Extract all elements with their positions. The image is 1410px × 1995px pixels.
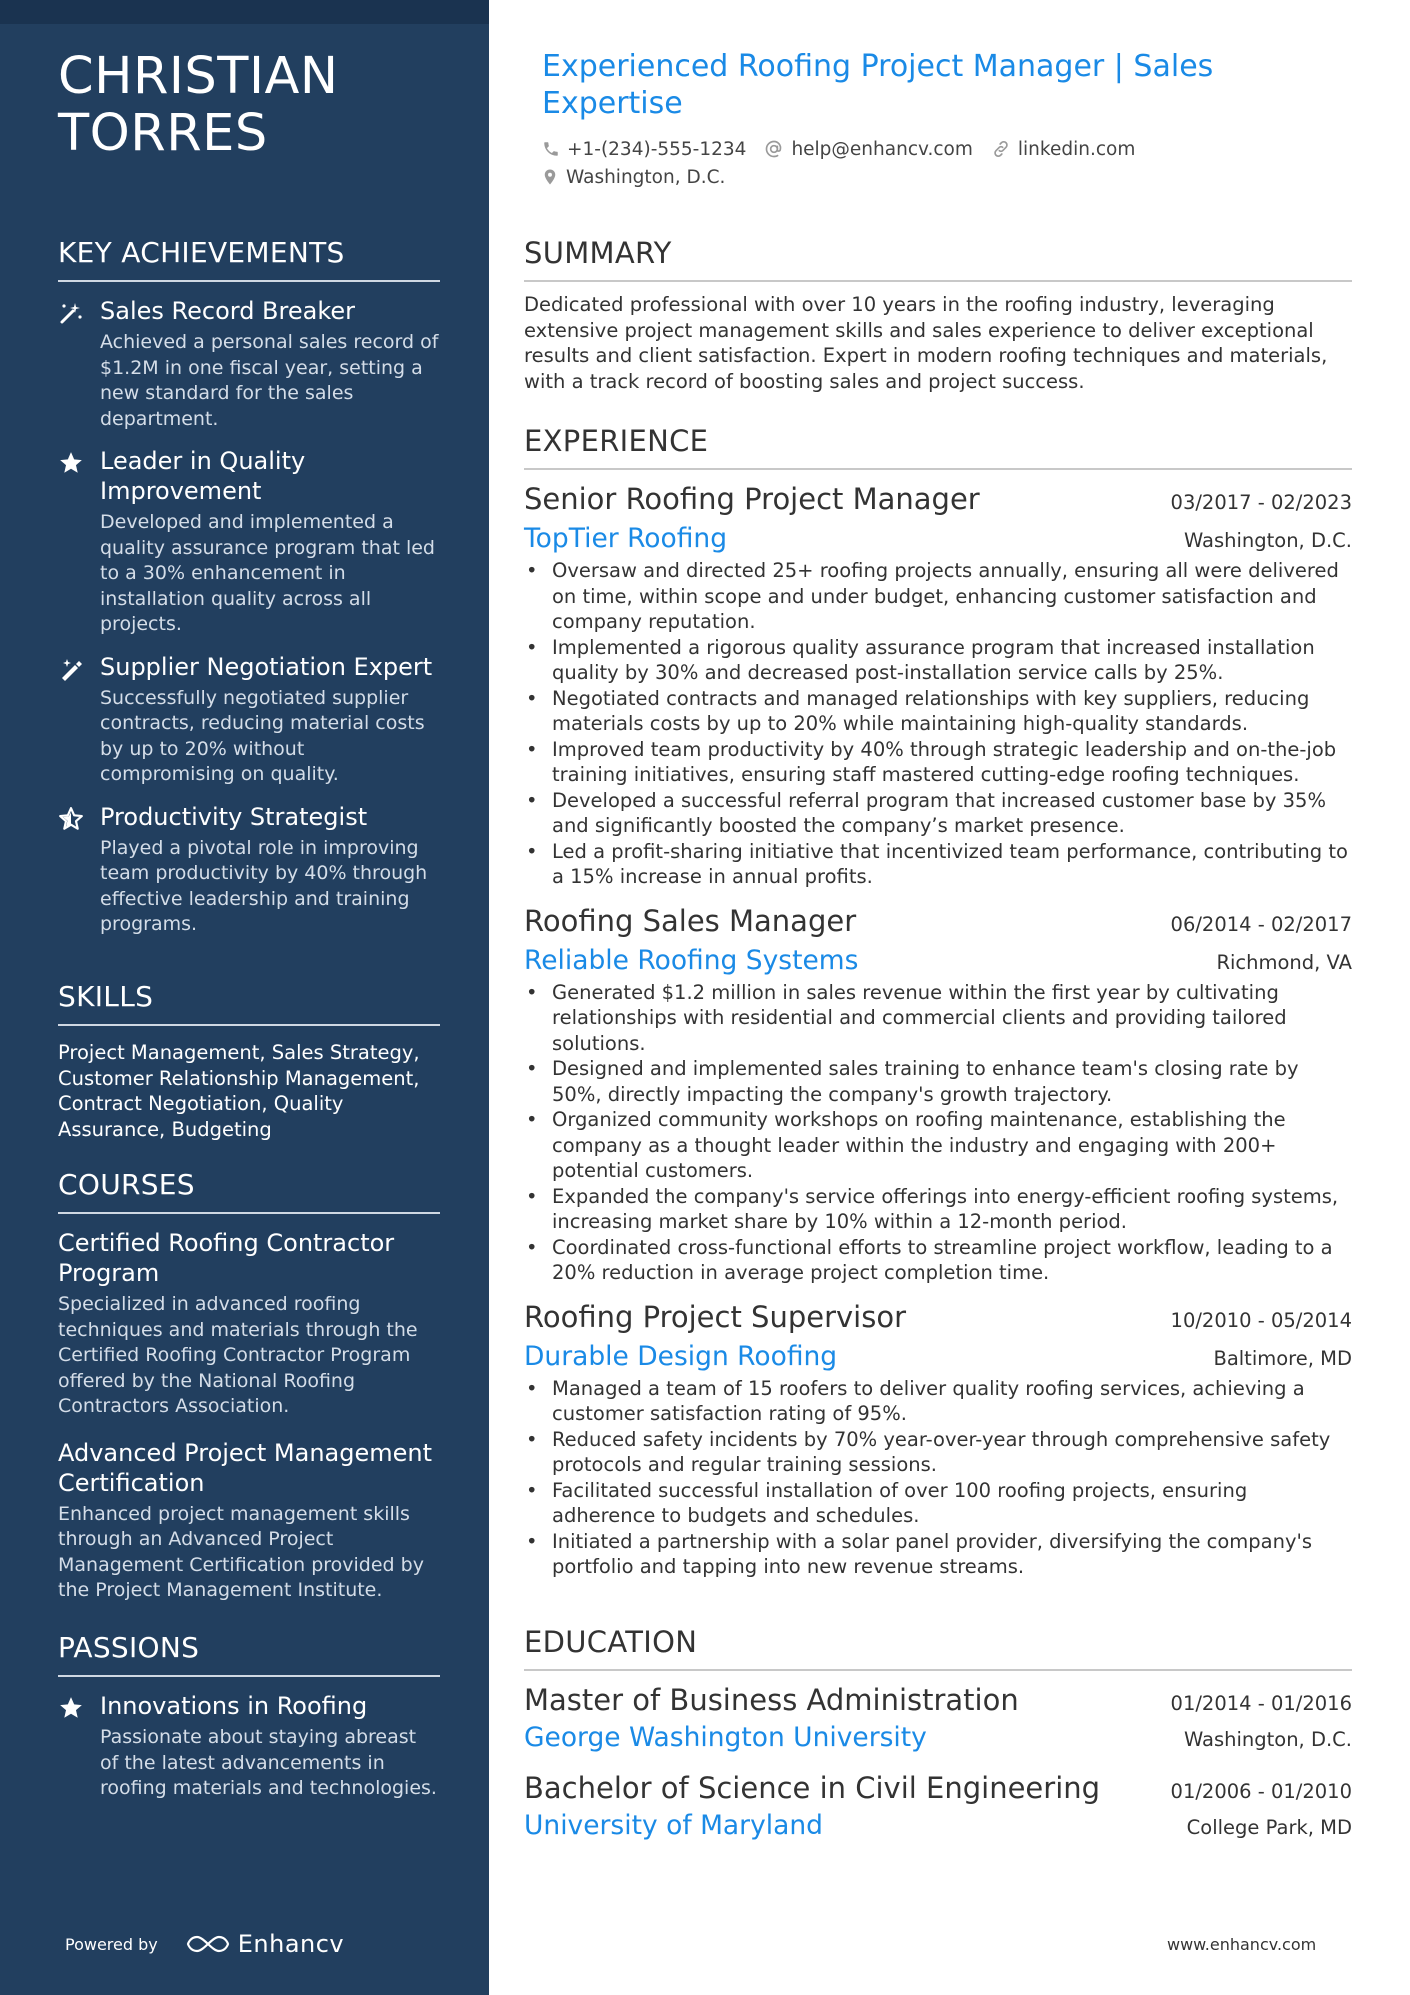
bullet-item: • Managed a team of 15 roofers to deliver quality roofing services, achieving a customer satisfaction rating of 95%. (524, 1376, 1352, 1427)
bullet-item: • Reduced safety incidents by 70% year-over-year through comprehensive safety protocols and regular training sessions. (524, 1427, 1352, 1478)
star-icon (58, 450, 84, 476)
email-text: help@enhancv.com (791, 138, 973, 160)
education-entry (524, 1681, 1352, 1755)
job-title: Roofing Project Supervisor (524, 1299, 906, 1334)
bullet-item: • Expanded the company's service offerings into energy-efficient roofing systems, increasing market share by 10% within a 12-month period. (524, 1184, 1352, 1235)
powered-by-label: Powered by (65, 1934, 158, 1954)
company-name[interactable]: TopTier Roofing (524, 523, 728, 554)
education-entry (524, 1769, 1352, 1843)
infinity-icon (186, 1933, 230, 1955)
footer-url[interactable]: www.enhancv.com (1167, 1935, 1317, 1954)
education-dates: 01/2014 - 01/2016 (1170, 1692, 1352, 1715)
linkedin-contact[interactable] (991, 139, 1135, 160)
job-location: Washington, D.C. (1183, 529, 1352, 552)
education-location: College Park, MD (1186, 1816, 1352, 1839)
contact-row (542, 163, 1342, 191)
summary-text: Dedicated professional with over 10 years in the roofing industry, leveraging extensive project management skills and sales experience to deliver exceptional results and client satisfaction. Expert in modern roofing techniques and materials, with a track record of boosting sales and project success. (524, 293, 1328, 393)
course-desc: Specialized in advanced roofing techniques and materials through the Certified Roofing Contractor Program offered by the National Roofing Contractors Association. (58, 1293, 418, 1417)
bullet-item: • Led a profit-sharing initiative that incentivized team performance, contributing to a 15% increase in annual profits. (524, 839, 1352, 890)
phone-text: +1-(234)-555-1234 (567, 138, 747, 160)
achievement-title: Productivity Strategist (100, 802, 368, 831)
education-section (524, 1625, 1352, 1857)
bullet-item: • Organized community workshops on roofing maintenance, establishing the company as a thought leader within the industry and engaging with 200+ potential customers. (524, 1107, 1352, 1184)
job-dates: 03/2017 - 02/2023 (1170, 491, 1352, 514)
achievement-item (58, 652, 440, 788)
company-name[interactable]: Durable Design Roofing (524, 1340, 838, 1372)
star-outline-icon (58, 806, 84, 832)
contact-row (542, 135, 1342, 163)
linkedin-text: linkedin.com (1017, 138, 1136, 160)
job-entry (524, 1298, 1352, 1580)
name-line-2: TORRES (58, 104, 268, 163)
bullet-item: • Coordinated cross-functional efforts to streamline project workflow, leading to a 20% reduction in average project completion time. (524, 1235, 1352, 1286)
bullet-item: • Designed and implemented sales training to enhance team's closing rate by 50%, directly impacting the company's growth trajectory. (524, 1056, 1352, 1107)
skills-list: Project Management, Sales Strategy, Customer Relationship Management, Contract Negotiation, Quality Assurance, Budgeting (58, 1041, 420, 1141)
job-location: Richmond, VA (1216, 950, 1352, 974)
contact-info (542, 135, 1342, 191)
education-heading: EDUCATION (524, 1625, 1352, 1671)
job-dates: 10/2010 - 05/2014 (1170, 1308, 1352, 1332)
bullet-item: • Negotiated contracts and managed relationships with key suppliers, reducing materials costs by up to 20% while maintaining high-quality standards. (524, 686, 1352, 737)
education-location: Washington, D.C. (1183, 1728, 1352, 1751)
passion-item (58, 1691, 440, 1802)
achievement-item (58, 446, 440, 638)
sidebar (0, 0, 489, 1995)
bullet-item: • Initiated a partnership with a solar panel provider, diversifying the company's portfolio and tapping into new revenue streams. (524, 1529, 1352, 1580)
degree-title: Bachelor of Science in Civil Engineering (524, 1771, 1101, 1805)
summary-heading: SUMMARY (524, 236, 1352, 282)
course-desc: Enhanced project management skills through an Advanced Project Management Certification provided by the Project Management Institute. (58, 1502, 424, 1601)
school-name[interactable]: George Washington University (524, 1722, 927, 1753)
bullet-item: • Generated $1.2 million in sales revenue within the first year by cultivating relationships with residential and commercial clients and providing tailored solutions. (524, 980, 1352, 1057)
bullet-item: • Developed a successful referral program that increased customer base by 35% and significantly boosted the company’s market presence. (524, 788, 1352, 839)
headline: Experienced Roofing Project Manager | Sales Expertise (542, 49, 1214, 121)
course-title: Advanced Project Management Certification (58, 1438, 433, 1497)
experience-section (524, 424, 1352, 1592)
location-pin-icon (541, 167, 559, 187)
passion-desc: Passionate about staying abreast of the latest advancements in roofing materials and technologies. (100, 1726, 437, 1799)
education-dates: 01/2006 - 01/2010 (1170, 1780, 1352, 1803)
job-entry (524, 902, 1352, 1286)
job-entry (524, 480, 1352, 890)
company-name[interactable]: Reliable Roofing Systems (524, 944, 859, 976)
courses-section (58, 1168, 440, 1622)
achievement-title: Leader in Quality Improvement (100, 447, 306, 505)
experience-heading: EXPERIENCE (524, 424, 1352, 470)
star-icon (58, 1695, 84, 1721)
location-text: Washington, D.C. (566, 166, 726, 188)
summary-section (524, 236, 1352, 394)
course-item (58, 1438, 440, 1604)
achievement-item (58, 296, 440, 432)
job-bullets (524, 1376, 1352, 1580)
sidebar-top-bar (0, 0, 489, 24)
passions-section (58, 1631, 440, 1816)
school-name[interactable]: University of Maryland (524, 1810, 823, 1841)
achievement-desc: Achieved a personal sales record of $1.2M in one fiscal year, setting a new standard for the sales department. (100, 331, 439, 430)
job-bullets (524, 558, 1352, 890)
passion-title: Innovations in Roofing (100, 1692, 368, 1720)
brand-name: Enhancv (237, 1930, 345, 1958)
bullet-item: • Facilitated successful installation of over 100 roofing projects, ensuring adherence to budgets and schedules. (524, 1478, 1352, 1529)
skills-heading: SKILLS (58, 980, 440, 1026)
degree-title: Master of Business Administration (524, 1683, 1019, 1717)
achievement-item (58, 802, 440, 938)
achievement-title: Sales Record Breaker (100, 297, 356, 325)
job-bullets (524, 980, 1352, 1286)
email-contact[interactable] (764, 139, 972, 160)
skills-section (58, 980, 440, 1142)
bullet-item: • Improved team productivity by 40% through strategic leadership and on-the-job training initiatives, ensuring staff mastered cutting-edge roofing techniques. (524, 737, 1352, 788)
job-dates: 06/2014 - 02/2017 (1170, 912, 1352, 936)
at-icon (764, 139, 784, 159)
powered-by (65, 1930, 344, 1958)
passions-heading: PASSIONS (58, 1631, 440, 1677)
course-title: Certified Roofing Contractor Program (58, 1229, 395, 1287)
name-line-1: CHRISTIAN (58, 47, 339, 106)
achievements-section (58, 236, 440, 952)
bullet-item: • Implemented a rigorous quality assurance program that increased installation quality by 30% and decreased post-installation service calls by 25%. (524, 635, 1352, 686)
candidate-name (58, 48, 339, 162)
job-location: Baltimore, MD (1213, 1346, 1352, 1370)
achievement-desc: Developed and implemented a quality assurance program that led to a 30% enhancement in installation quality across all projects. (100, 511, 435, 635)
job-title: Senior Roofing Project Manager (524, 482, 980, 516)
link-icon (991, 139, 1011, 159)
courses-heading: COURSES (58, 1168, 440, 1214)
phone-icon (542, 140, 560, 158)
phone-contact[interactable] (542, 139, 746, 160)
achievements-heading: KEY ACHIEVEMENTS (58, 236, 440, 282)
wand-icon (58, 300, 84, 326)
location-contact (541, 167, 725, 188)
course-item (58, 1228, 440, 1420)
achievement-title: Supplier Negotiation Expert (100, 652, 433, 681)
job-title: Roofing Sales Manager (524, 903, 857, 938)
bullet-item: • Oversaw and directed 25+ roofing projects annually, ensuring all were delivered on time, within scope and under budget, enhancing customer satisfaction and company reputation. (524, 558, 1352, 635)
enhancv-logo[interactable] (186, 1930, 344, 1958)
achievement-desc: Played a pivotal role in improving team productivity by 40% through effective leadership and training programs. (100, 836, 428, 935)
achievement-desc: Successfully negotiated supplier contracts, reducing material costs by up to 20% without compromising on quality. (100, 686, 425, 785)
magic-pen-icon (58, 656, 84, 682)
